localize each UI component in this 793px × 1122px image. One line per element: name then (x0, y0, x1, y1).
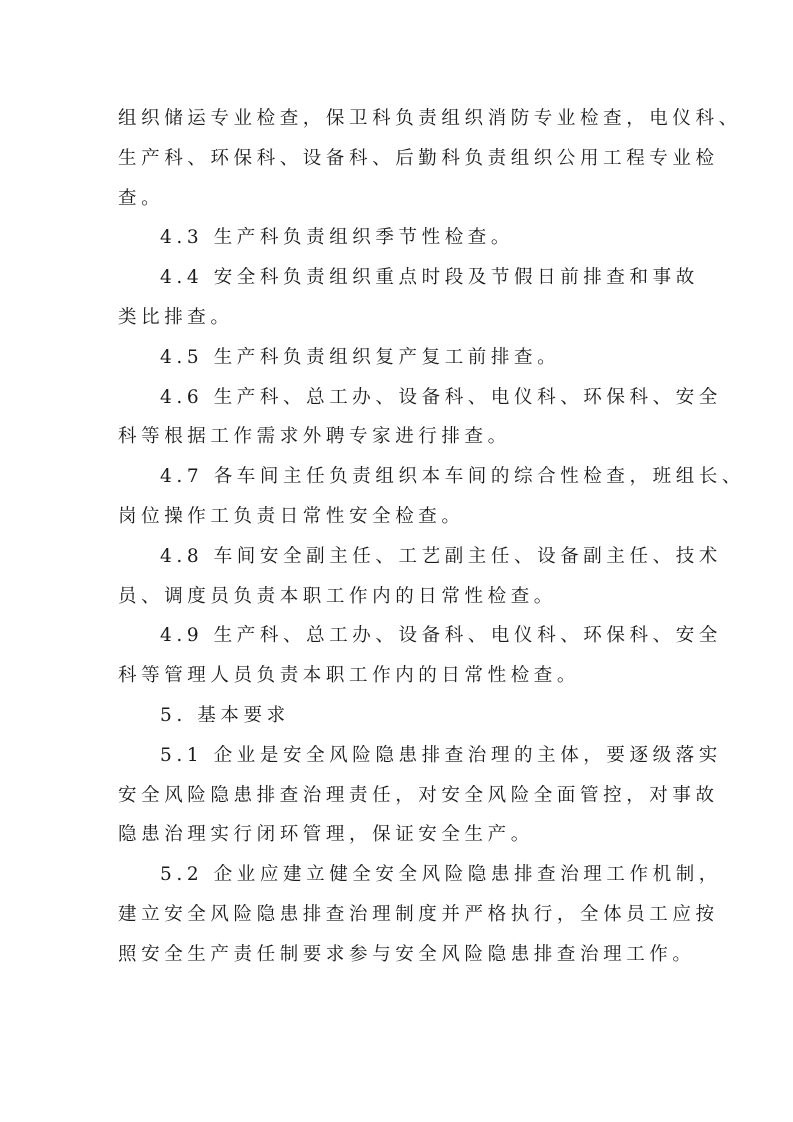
text-line: 岗位操作工负责日常性安全检查。 (118, 505, 465, 527)
section-5-heading: 5. 基本要求 (160, 704, 290, 726)
text-line: 生产科、环保科、设备科、后勤科负责组织公用工程专业检 (118, 147, 719, 169)
text-line: 员、调度员负责本职工作内的日常性检查。 (118, 585, 557, 607)
document-body (118, 99, 746, 975)
text-line: 照安全生产责任制要求参与安全风险隐患排查治理工作。 (118, 943, 696, 965)
text-line: 科等管理人员负责本职工作内的日常性检查。 (118, 665, 581, 687)
clause-4-7: 4.7 各车间主任负责组织本车间的综合性检查，班组长、 (160, 466, 746, 488)
clause-4-3: 4.3 生产科负责组织季节性检查。 (160, 227, 515, 249)
text-line: 安全风险隐患排查治理责任，对安全风险全面管控，对事故 (118, 784, 719, 806)
text-line: 建立安全风险隐患排查治理制度并严格执行，全体员工应按 (118, 903, 719, 925)
clause-4-5: 4.5 生产科负责组织复产复工前排查。 (160, 346, 561, 368)
text-line: 科等根据工作需求外聘专家进行排查。 (118, 426, 511, 448)
clause-4-6: 4.6 生产科、总工办、设备科、电仪科、环保科、安全 (160, 386, 722, 408)
clause-4-4: 4.4 安全科负责组织重点时段及节假日前排查和事故 (160, 267, 699, 289)
clause-5-2: 5.2 企业应建立健全安全风险隐患排查治理工作机制， (160, 864, 722, 886)
text-line: 类比排查。 (118, 306, 234, 328)
clause-4-8: 4.8 车间安全副主任、工艺副主任、设备副主任、技术 (160, 545, 722, 567)
clause-5-1: 5.1 企业是安全风险隐患排查治理的主体，要逐级落实 (160, 744, 722, 766)
clause-4-9: 4.9 生产科、总工办、设备科、电仪科、环保科、安全 (160, 625, 722, 647)
text-line: 查。 (118, 187, 165, 209)
text-line: 隐患治理实行闭环管理，保证安全生产。 (118, 824, 534, 846)
text-line: 组织储运专业检查，保卫科负责组织消防专业检查，电仪科、 (118, 108, 742, 129)
